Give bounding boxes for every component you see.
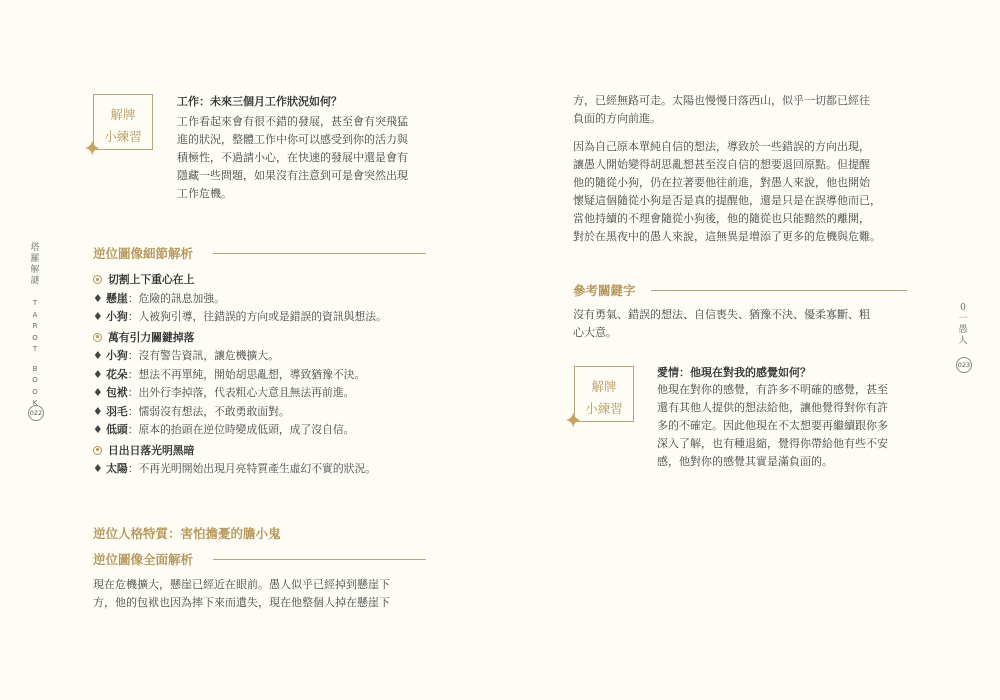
love-question: 愛情：他現在對我的感覺如何？	[657, 366, 811, 379]
practice-box-line1: 解牌	[591, 379, 617, 394]
target-circle-icon	[93, 333, 102, 342]
group-title: 日出日落光明黑暗	[93, 442, 387, 461]
work-question: 工作：未來三個月工作狀況如何？	[177, 95, 342, 108]
detail-heading: 逆位圖像細節解析	[93, 246, 194, 261]
practice-box-line1: 解牌	[110, 107, 136, 122]
continued-text: 方，已經無路可走。太陽也慢慢日落西山，似乎一切都已經往 負面的方向前進。	[573, 94, 870, 125]
love-answer: 他現在對你的感覺，有許多不明確的感覺，甚至 還有其他人提供的想法給他，讓他覺得對你有許 多的不確定。因此他現在不太想要再繼續跟你多 深入了解，也有種退縮，覺得你帶給他有些不安 感，他對你的感覺其實是滿負面的。	[657, 383, 888, 468]
detail-list	[93, 271, 387, 479]
target-circle-icon	[93, 446, 102, 455]
practice-box-line2: 小練習	[104, 129, 142, 144]
list-item: ♦ 花朵：想法不再單純，開始胡思亂想，導致猶豫不決。	[93, 367, 366, 381]
target-circle-icon	[93, 275, 102, 284]
work-answer: 工作看起來會有很不錯的發展，甚至會有突飛猛 進的狀況，整體工作中你可以感受到你的活力與 積極性，不過請小心，在快速的發展中還是會有 隱藏一些問題，如果沒有注意到可是會突然出現 工作危機。	[177, 115, 408, 200]
page-number-left: 022	[28, 405, 44, 421]
group-title: 切割上下重心在上	[93, 271, 387, 290]
list-item: ♦ 懸崖：危險的訊息加強。	[93, 291, 225, 305]
side-book-title: 塔 羅 解 謎	[30, 243, 40, 286]
heading-rule	[213, 559, 426, 560]
list-item: ♦ 小狗：沒有警告資訊，讓危機擴大。	[93, 349, 279, 362]
practice-box-left	[93, 94, 153, 150]
practice-box-line2: 小練習	[585, 401, 623, 416]
list-item: ♦ 包袱：出外行李掉落，代表粗心大意且無法再前進。	[93, 386, 355, 399]
sparkle-star-icon: ✦	[564, 409, 583, 434]
keywords-heading: 參考關鍵字	[573, 283, 636, 298]
list-item: ♦ 太陽：不再光明開始出現月亮特質產生虛幻不實的狀況。	[93, 462, 377, 475]
list-item: ♦ 羽毛：懦弱沒有想法，不敢勇敢面對。	[93, 404, 290, 418]
list-item: ♦ 小狗：人被狗引導，往錯誤的方向或是錯誤的資訊與想法。	[93, 310, 387, 323]
practice-box-right	[574, 366, 634, 422]
full-analysis-heading: 逆位圖像全面解析	[93, 552, 194, 567]
analysis-paragraph: 因為自己原本單純自信的想法，導致於一些錯誤的方向出現， 讓愚人開始變得胡思亂想甚至沒自信的想要退回原點。但提醒 他的隨從小狗，仍在拉著要他往前進，對愚人來說，他也開始 懷疑這個隨從小狗是否是真的提醒他，還是只是在誤導他而已， 當他持續的不理會隨從小狗後，他的隨從也只能黯然的離開， 對於在黑夜中的愚人來說，這無異是增添了更多的危機與危難。	[573, 140, 881, 243]
side-chapter-title: 0 一 愚 人	[958, 303, 968, 346]
full-analysis-text: 現在危機擴大，懸崖已經近在眼前。愚人似乎已經掉到懸崖下 方，他的包袱也因為摔下來而遺失，現在他整個人掉在懸崖下	[93, 578, 390, 609]
heading-rule	[651, 290, 907, 291]
keywords-text: 沒有勇氣、錯誤的想法、自信喪失、猶豫不決、優柔寡斷、粗 心大意。	[573, 308, 870, 339]
personality-heading: 逆位人格特質：害怕擔憂的膽小鬼	[93, 526, 281, 541]
sparkle-star-icon: ✦	[83, 137, 102, 162]
side-book-latin: T A R O T B O O K	[32, 299, 38, 407]
group-title: 萬有引力關鍵掉落	[93, 329, 387, 348]
heading-rule	[213, 253, 426, 254]
list-item: ♦ 低頭：原本的抬頭在逆位時變成低頭，成了沒自信。	[93, 423, 355, 436]
page-number-right: 023	[956, 357, 972, 373]
